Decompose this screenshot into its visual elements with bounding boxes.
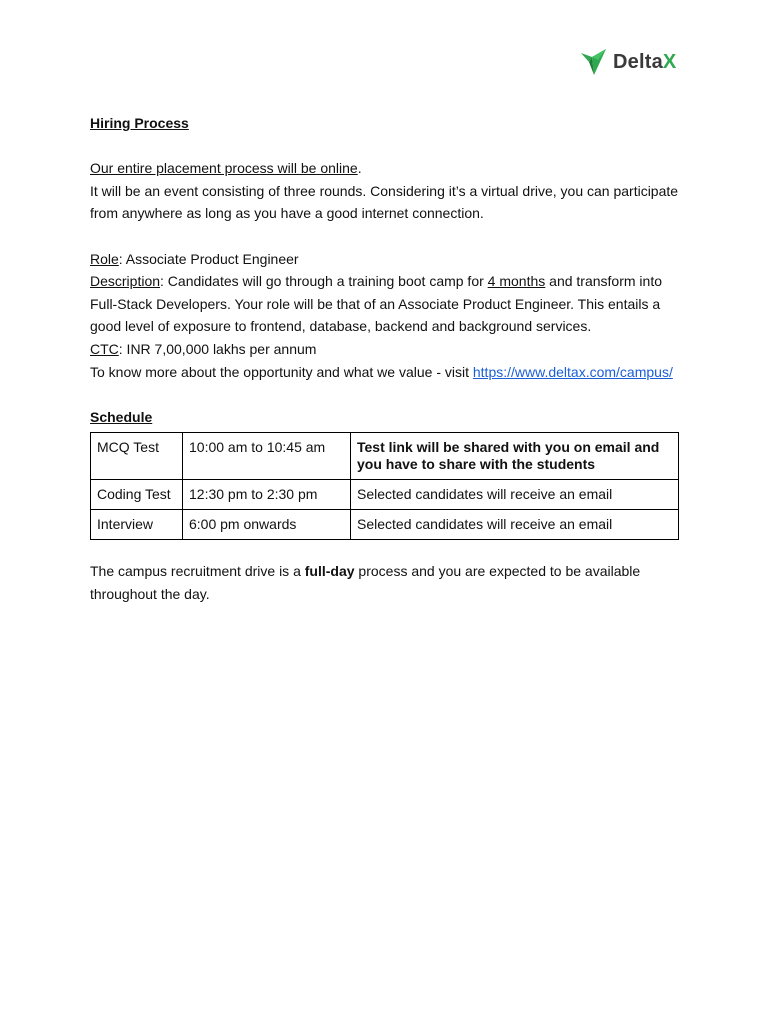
description-label: Description (90, 273, 161, 290)
description-paragraph: Description: Candidates will go through a training boot camp for 4 months and transform into Full-Stack Developers. Your role will be that of an Associate Product Engineer. This entails a good level of exposure to frontend, database, backend and background services. (90, 273, 662, 335)
note-cell: Selected candidates will receive an email (351, 480, 679, 510)
ctc-value: : INR 7,00,000 lakhs per annum (118, 340, 317, 357)
page-title: Hiring Process (90, 115, 189, 131)
full-day-emphasis: full-day (304, 563, 355, 580)
table-row (91, 480, 679, 510)
logo-wordmark: DeltaX (613, 50, 677, 73)
schedule-table (90, 432, 679, 540)
ctc-label: CTC (90, 340, 119, 357)
round-cell: MCQ Test (91, 433, 183, 480)
round-cell: Coding Test (91, 480, 183, 510)
online-statement: Our entire placement process will be online (90, 160, 358, 177)
role-value: : Associate Product Engineer (118, 250, 299, 267)
intro-online: Our entire placement process will be online. (90, 160, 362, 177)
table-row (91, 433, 679, 480)
role-line (90, 248, 680, 271)
note-cell: Selected candidates will receive an email (351, 510, 679, 540)
ctc-line (90, 338, 680, 361)
deltax-logo (580, 46, 676, 78)
time-cell: 6:00 pm onwards (183, 510, 351, 540)
know-more-line: To know more about the opportunity and what we value - visit https://www.deltax.com/campus/ (90, 363, 673, 380)
campus-link[interactable]: https://www.deltax.com/campus/ (472, 363, 673, 380)
table-row (91, 510, 679, 540)
training-duration: 4 months (487, 273, 546, 290)
schedule-heading: Schedule (90, 408, 153, 425)
document-body (90, 112, 680, 606)
note-cell: Test link will be shared with you on email and you have to share with the students (351, 433, 679, 480)
role-label: Role (90, 250, 119, 267)
round-cell: Interview (91, 510, 183, 540)
time-cell: 10:00 am to 10:45 am (183, 433, 351, 480)
intro-rounds: It will be an event consisting of three rounds. Considering it’s a virtual drive, you can participate from anywhere as long as you have a good internet connection. (90, 182, 679, 222)
time-cell: 12:30 pm to 2:30 pm (183, 480, 351, 510)
deltax-logo-icon (580, 47, 608, 77)
closing-paragraph: The campus recruitment drive is a full-day process and you are expected to be available throughout the day. (90, 563, 641, 602)
